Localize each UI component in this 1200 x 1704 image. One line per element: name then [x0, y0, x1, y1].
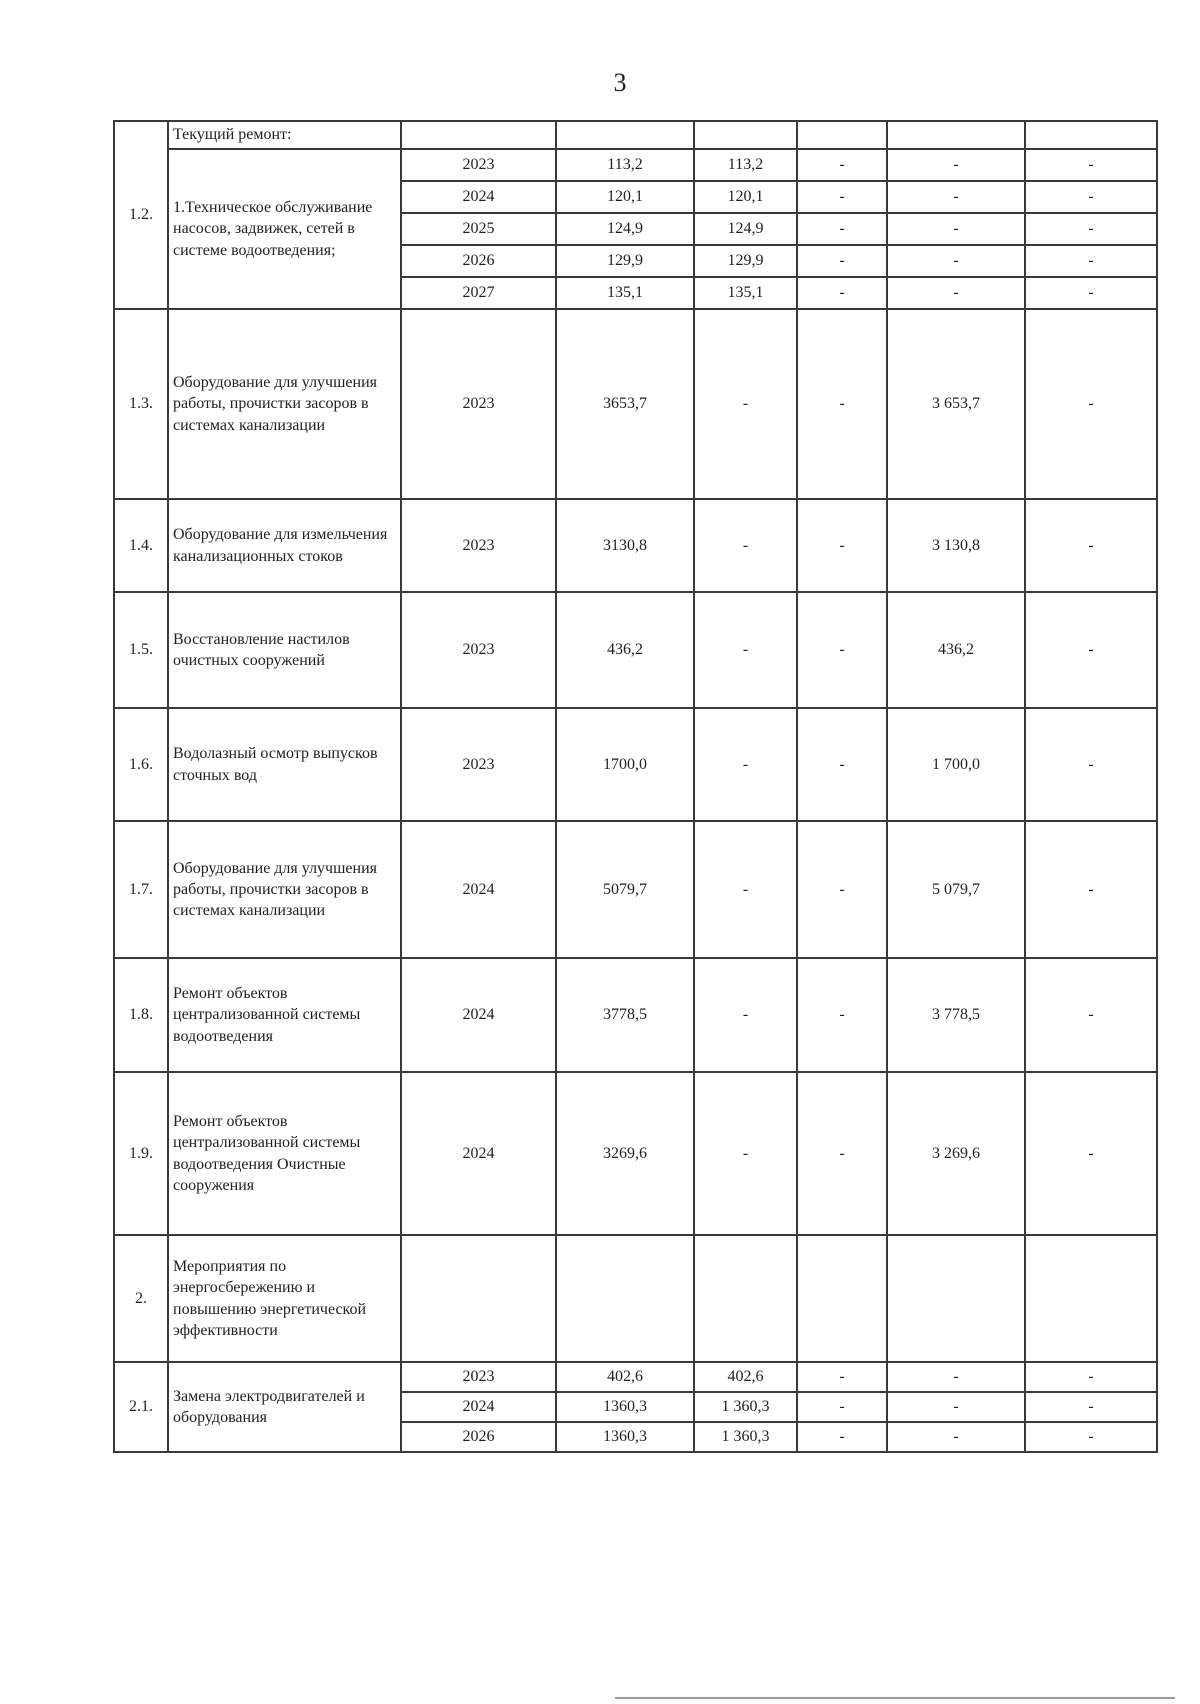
- value-cell: -: [887, 181, 1025, 213]
- value-cell: -: [694, 821, 797, 958]
- value-cell: -: [797, 245, 887, 277]
- row-name: Водолазный осмотр выпусков сточных вод: [168, 708, 401, 821]
- value-cell: 1700,0: [556, 708, 694, 821]
- value-cell: 1360,3: [556, 1422, 694, 1452]
- value-cell: -: [797, 821, 887, 958]
- page-number: 3: [613, 68, 627, 97]
- year-cell: 2023: [401, 1362, 556, 1392]
- value-cell: -: [1025, 1392, 1157, 1422]
- value-cell: -: [797, 499, 887, 592]
- value-cell: 3269,6: [556, 1072, 694, 1235]
- measures-table: [113, 120, 1158, 1453]
- value-cell: 3653,7: [556, 309, 694, 499]
- value-cell: 124,9: [556, 213, 694, 245]
- table-row: [114, 708, 1157, 821]
- row-name: Ремонт объектов централизованной системы водоотведения Очистные сооружения: [168, 1072, 401, 1235]
- value-cell: -: [1025, 149, 1157, 181]
- footer-rule: [615, 1697, 1175, 1699]
- year-cell: 2024: [401, 1072, 556, 1235]
- value-cell: -: [694, 1072, 797, 1235]
- year-cell: 2024: [401, 1392, 556, 1422]
- value-cell: 3 269,6: [887, 1072, 1025, 1235]
- value-cell: -: [797, 309, 887, 499]
- value-cell: -: [797, 592, 887, 708]
- value-cell: 3130,8: [556, 499, 694, 592]
- table-row: [114, 121, 1157, 149]
- value-cell: -: [797, 1072, 887, 1235]
- row-number: 1.5.: [114, 592, 168, 708]
- value-cell: 1 700,0: [887, 708, 1025, 821]
- table-row: [114, 1072, 1157, 1235]
- year-cell: 2023: [401, 309, 556, 499]
- row-number: 1.8.: [114, 958, 168, 1072]
- value-cell: 3 778,5: [887, 958, 1025, 1072]
- year-cell: 2023: [401, 149, 556, 181]
- row-name: Оборудование для улучшения работы, прочистки засоров в системах канализации: [168, 309, 401, 499]
- row-name: Замена электродвигателей и оборудования: [168, 1362, 401, 1452]
- value-cell: 3 130,8: [887, 499, 1025, 592]
- value-cell: -: [1025, 958, 1157, 1072]
- value-cell: 129,9: [694, 245, 797, 277]
- value-cell: 436,2: [556, 592, 694, 708]
- row-number: 2.: [114, 1235, 168, 1362]
- row-number: 1.4.: [114, 499, 168, 592]
- value-cell: 436,2: [887, 592, 1025, 708]
- value-cell: 3778,5: [556, 958, 694, 1072]
- table-row: [114, 821, 1157, 958]
- row-number: 1.3.: [114, 309, 168, 499]
- row-number: 1.9.: [114, 1072, 168, 1235]
- table-row: [114, 1362, 1157, 1392]
- year-cell: 2026: [401, 1422, 556, 1452]
- year-cell: 2024: [401, 958, 556, 1072]
- year-cell: 2024: [401, 821, 556, 958]
- row-name: Ремонт объектов централизованной системы водоотведения: [168, 958, 401, 1072]
- value-cell: 1360,3: [556, 1392, 694, 1422]
- table-row: [114, 592, 1157, 708]
- value-cell: 120,1: [694, 181, 797, 213]
- value-cell: 124,9: [694, 213, 797, 245]
- value-cell: -: [694, 309, 797, 499]
- year-cell: 2025: [401, 213, 556, 245]
- value-cell: -: [1025, 1362, 1157, 1392]
- value-cell: -: [887, 1392, 1025, 1422]
- value-cell: -: [797, 1422, 887, 1452]
- row-name: Оборудование для измельчения канализационных стоков: [168, 499, 401, 592]
- value-cell: -: [1025, 245, 1157, 277]
- value-cell: -: [1025, 1072, 1157, 1235]
- value-cell: 135,1: [556, 277, 694, 309]
- value-cell: 135,1: [694, 277, 797, 309]
- value-cell: -: [797, 708, 887, 821]
- value-cell: 402,6: [694, 1362, 797, 1392]
- value-cell: -: [797, 149, 887, 181]
- value-cell: -: [797, 277, 887, 309]
- value-cell: -: [1025, 821, 1157, 958]
- value-cell: 402,6: [556, 1362, 694, 1392]
- table-row: [114, 958, 1157, 1072]
- year-cell: 2027: [401, 277, 556, 309]
- year-cell: 2024: [401, 181, 556, 213]
- value-cell: -: [1025, 592, 1157, 708]
- year-cell: 2023: [401, 708, 556, 821]
- value-cell: -: [1025, 309, 1157, 499]
- year-cell: 2023: [401, 499, 556, 592]
- value-cell: -: [1025, 1422, 1157, 1452]
- row-number: 1.6.: [114, 708, 168, 821]
- value-cell: 5 079,7: [887, 821, 1025, 958]
- value-cell: -: [887, 245, 1025, 277]
- row-number: 1.7.: [114, 821, 168, 958]
- row-name: 1.Техническое обслуживание насосов, задвижек, сетей в системе водоотведения;: [168, 149, 401, 309]
- row-number: 1.2.: [114, 121, 168, 309]
- value-cell: 3 653,7: [887, 309, 1025, 499]
- row-name: Восстановление настилов очистных сооружений: [168, 592, 401, 708]
- value-cell: 1 360,3: [694, 1422, 797, 1452]
- row-name: Мероприятия по энергосбережению и повышению энергетической эффективности: [168, 1235, 401, 1362]
- value-cell: -: [1025, 213, 1157, 245]
- value-cell: -: [694, 592, 797, 708]
- row-name: Оборудование для улучшения работы, прочистки засоров в системах канализации: [168, 821, 401, 958]
- value-cell: -: [694, 958, 797, 1072]
- value-cell: -: [797, 181, 887, 213]
- row-name: Текущий ремонт:: [168, 121, 401, 149]
- value-cell: -: [694, 499, 797, 592]
- year-cell: 2023: [401, 592, 556, 708]
- table-row: [114, 309, 1157, 499]
- value-cell: -: [797, 1362, 887, 1392]
- value-cell: -: [797, 958, 887, 1072]
- year-cell: 2026: [401, 245, 556, 277]
- value-cell: 5079,7: [556, 821, 694, 958]
- value-cell: 113,2: [694, 149, 797, 181]
- value-cell: -: [797, 213, 887, 245]
- row-number: 2.1.: [114, 1362, 168, 1452]
- value-cell: -: [887, 1362, 1025, 1392]
- value-cell: -: [887, 149, 1025, 181]
- value-cell: -: [797, 1392, 887, 1422]
- table-row: [114, 499, 1157, 592]
- value-cell: -: [1025, 181, 1157, 213]
- value-cell: -: [1025, 708, 1157, 821]
- value-cell: -: [1025, 277, 1157, 309]
- value-cell: -: [887, 277, 1025, 309]
- value-cell: 113,2: [556, 149, 694, 181]
- value-cell: 120,1: [556, 181, 694, 213]
- table-row: [114, 149, 1157, 181]
- value-cell: 1 360,3: [694, 1392, 797, 1422]
- value-cell: -: [887, 1422, 1025, 1452]
- value-cell: -: [694, 708, 797, 821]
- value-cell: -: [1025, 499, 1157, 592]
- value-cell: -: [887, 213, 1025, 245]
- value-cell: 129,9: [556, 245, 694, 277]
- table-row: [114, 1235, 1157, 1362]
